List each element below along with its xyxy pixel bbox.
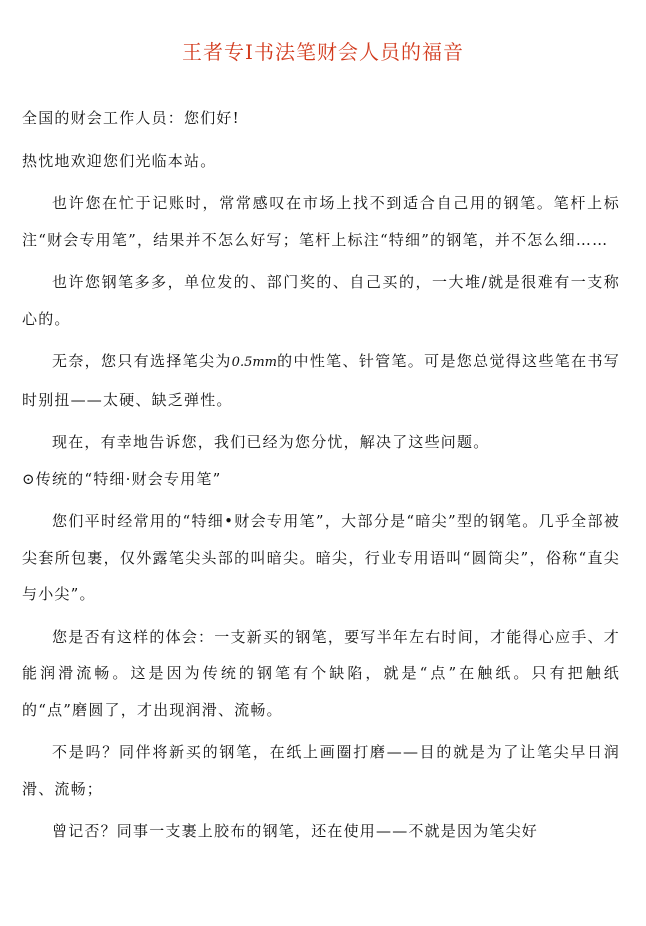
paragraph-gel-pens-end: 的中性笔、针管笔。可是您总觉得这些笔在书写时别扭——太硬、缺乏弹性。	[22, 352, 621, 409]
paragraph-many-pens: 也许您钢笔多多，单位发的、部门奖的、自己买的，一大堆/就是很难有一支称心的。	[22, 273, 620, 328]
section-heading-traditional: ⊙传统的“特细·财会专用笔”	[22, 469, 222, 488]
paragraph-gel-pens	[22, 343, 620, 418]
nib-size-spec: 0.5mm	[231, 355, 278, 370]
paragraph-grinding: 不是吗？同伴将新买的钢笔，在纸上画圈打磨——目的就是为了让笔尖早日润滑、流畅；	[22, 743, 620, 798]
page-title: 王者专Ⅰ书法笔财会人员的福音	[182, 40, 464, 64]
paragraph-taped-pen: 曾记否？同事一支裹上胶布的钢笔，还在使用——不就是因为笔尖好	[52, 822, 539, 840]
paragraph-hidden-nib: 您们平时经常用的“特细•财会专用笔”，大部分是“暗尖”型的钢笔。几乎全部被尖套所包裹，仅外露笔尖头部的叫暗尖。暗尖，行业专用语叫“圆筒尖”，俗称“直尖与小尖”。	[22, 512, 620, 603]
paragraph-solution: 现在，有幸地告诉您，我们已经为您分忧，解决了这些问题。	[52, 433, 490, 451]
paragraph-gel-pens-start: 无奈，您只有选择笔尖为	[52, 352, 232, 370]
paragraph-busy-bookkeeping: 也许您在忙于记账时，常常感叹在市场上找不到适合自己用的钢笔。笔杆上标注“财会专用笔”，结果并不怎么好写；笔杆上标注“特细”的钢笔，并不怎么细……	[22, 194, 620, 249]
article-body	[22, 100, 620, 850]
welcome-paragraph: 热忱地欢迎您们光临本站。	[22, 151, 217, 170]
paragraph-break-in: 您是否有这样的体会：一支新买的钢笔，要写半年左右时间，才能得心应手、才能润滑流畅。这是因为传统的钢笔有个缺陷，就是“点”在触纸。只有把触纸的“点”磨圆了，才出现润滑、流畅。	[22, 627, 620, 719]
greeting-paragraph: 全国的财会工作人员：您们好!	[22, 109, 240, 127]
